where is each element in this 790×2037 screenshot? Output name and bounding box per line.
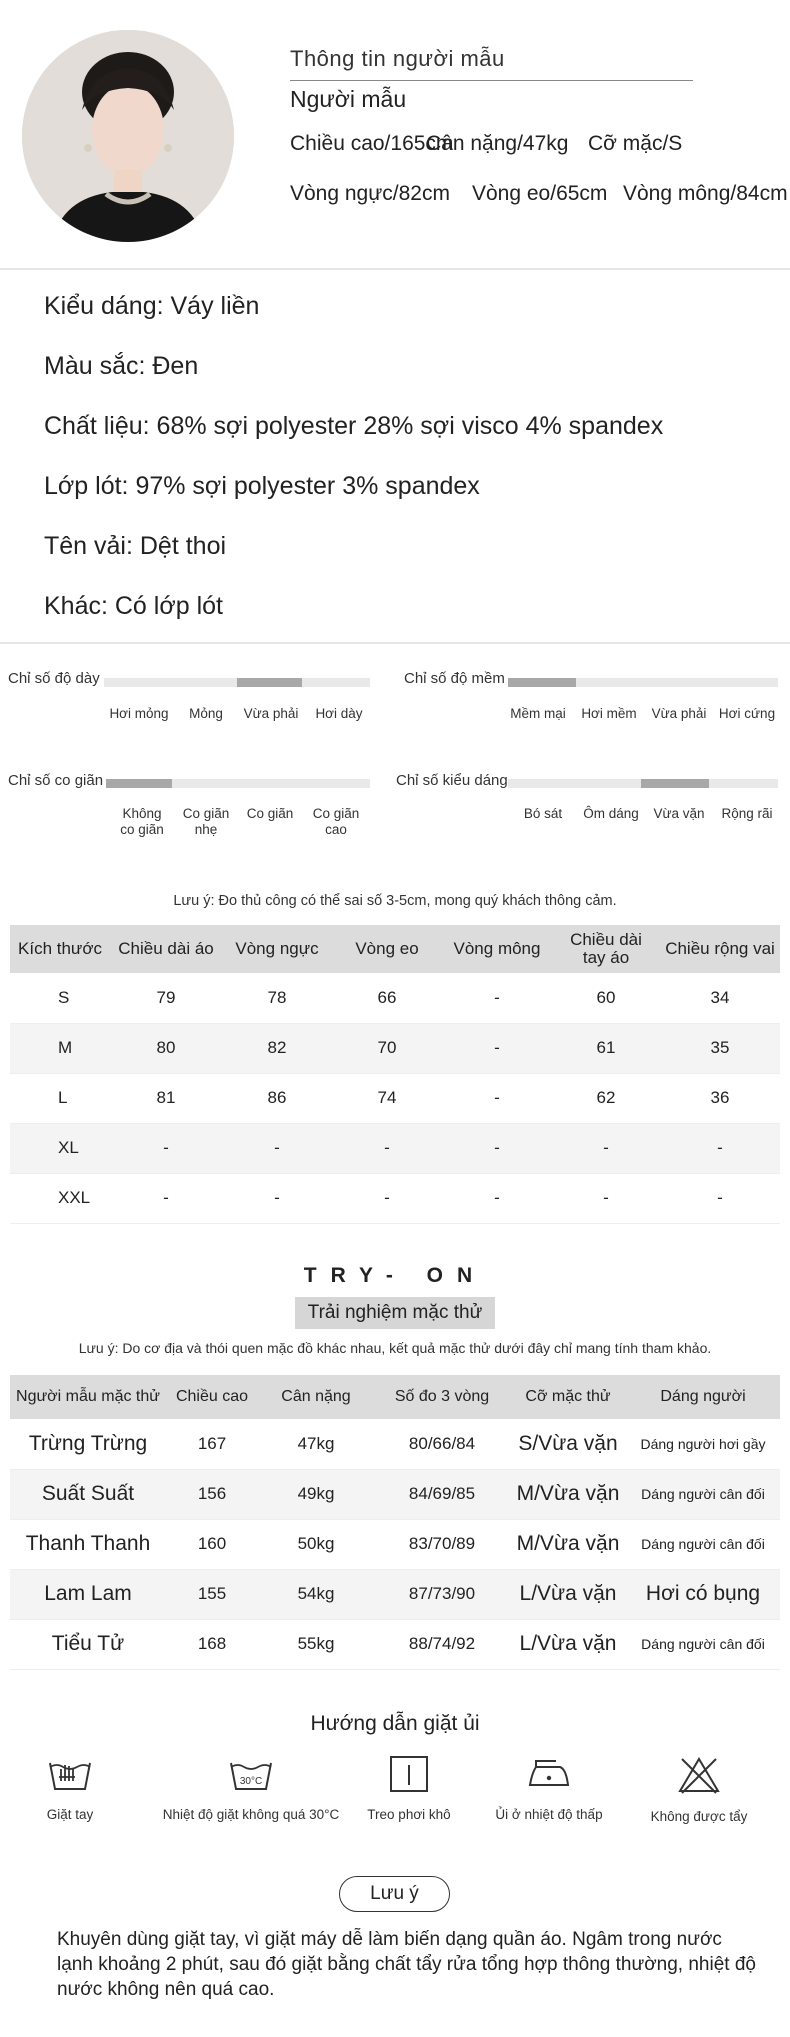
table-row: Lam Lam 155 54kg 87/73/90 L/Vừa vặn Hơi có bụng	[10, 1569, 780, 1619]
model-size: Cỡ mặc/S	[588, 132, 683, 155]
wash-item-30	[161, 1755, 341, 1822]
model-height: Chiều cao/165cm	[290, 132, 454, 155]
col-model: Người mẫu mặc thử	[10, 1375, 166, 1419]
softness-option: Hơi cứng	[718, 706, 776, 721]
size-note: Lưu ý: Đo thủ công có thể sai số 3-5cm, mong quý khách thông cảm.	[173, 893, 617, 909]
col-hip: Vòng mông	[442, 925, 552, 973]
wash-item-hand	[0, 1755, 145, 1822]
table-row: XXL - - - - - -	[10, 1173, 780, 1223]
no-bleach-icon	[676, 1755, 722, 1795]
table-row: M 80 82 70 - 61 35	[10, 1023, 780, 1073]
wash-label: Giặt tay	[46, 1807, 94, 1822]
spec-material: Chất liệu: 68% sợi polyester 28% sợi visco 4% spandex	[44, 412, 664, 440]
fit-option: Rộng rãi	[721, 806, 773, 821]
model-subtitle: Người mẫu	[290, 86, 407, 112]
stretch-option: Co giãn	[246, 806, 294, 821]
softness-option: Hơi mềm	[581, 706, 637, 721]
stretch-option: Không co giãn	[120, 806, 164, 837]
fit-index	[396, 772, 782, 842]
title-underline	[290, 80, 693, 81]
tryon-table-header	[10, 1375, 780, 1419]
stretch-label: Chỉ số co giãn	[8, 772, 104, 789]
tryon-note: Lưu ý: Do cơ địa và thói quen mặc đồ khác nhau, kết quả mặc thử dưới đây chỉ mang tính tham khảo.	[78, 1340, 712, 1356]
model-info-title: Thông tin người mẫu	[290, 46, 505, 71]
thickness-index	[8, 670, 368, 740]
col-measurements: Số đo 3 vòng	[374, 1375, 510, 1419]
divider	[0, 642, 790, 644]
table-row: S 79 78 66 - 60 34	[10, 973, 780, 1023]
fit-bar	[508, 779, 778, 788]
softness-bar	[508, 678, 778, 687]
col-bust: Vòng ngực	[222, 925, 332, 973]
stretch-option: Co giãn cao	[312, 806, 360, 837]
softness-option: Vừa phải	[651, 706, 707, 721]
model-waist: Vòng eo/65cm	[472, 182, 608, 205]
col-size: Kích thước	[10, 925, 110, 973]
wash-label: Treo phơi khô	[367, 1807, 451, 1822]
notice-badge: Lưu ý	[339, 1876, 450, 1912]
wash-label: Ủi ở nhiệt độ thấp	[495, 1807, 603, 1822]
fit-label: Chỉ số kiểu dáng	[396, 772, 508, 789]
iron-low-icon	[526, 1755, 572, 1793]
col-height: Chiều cao	[166, 1375, 258, 1419]
wash-30-icon	[228, 1755, 274, 1793]
wash-label: Nhiệt độ giặt không quá 30°C	[162, 1807, 340, 1822]
table-row: Thanh Thanh 160 50kg 83/70/89 M/Vừa vặn Dáng người cân đối	[10, 1519, 780, 1569]
col-waist: Vòng eo	[332, 925, 442, 973]
tryon-table	[10, 1375, 780, 1670]
thickness-option: Hơi mỏng	[109, 706, 169, 721]
table-row: L 81 86 74 - 62 36	[10, 1073, 780, 1123]
stretch-option: Co giãn nhẹ	[182, 806, 230, 837]
fit-option: Bó sát	[523, 806, 563, 821]
thickness-label: Chỉ số độ dày	[8, 670, 100, 687]
wash-label: Không được tẩy	[650, 1809, 748, 1824]
table-row: Tiểu Tử 168 55kg 88/74/92 L/Vừa vặn Dáng người cân đối	[10, 1619, 780, 1669]
spec-fabric: Tên vải: Dệt thoi	[44, 532, 227, 560]
stretch-bar	[106, 779, 370, 788]
softness-label: Chỉ số độ mềm	[404, 670, 505, 687]
tryon-title: TRY- ON	[303, 1264, 487, 1287]
wash-item-iron	[469, 1755, 629, 1822]
table-row: XL - - - - - -	[10, 1123, 780, 1173]
model-weight: Cân nặng/47kg	[426, 132, 569, 155]
softness-marker	[508, 678, 576, 687]
spec-color: Màu sắc: Đen	[44, 352, 199, 380]
model-measure-row-1	[290, 132, 682, 156]
fit-option: Vừa vặn	[653, 806, 705, 821]
wash-item-dry	[334, 1755, 484, 1822]
fit-option: Ôm dáng	[583, 806, 639, 821]
thickness-marker	[237, 678, 302, 687]
softness-option: Mềm mại	[510, 706, 566, 721]
spec-style: Kiểu dáng: Váy liền	[44, 292, 260, 320]
col-weight: Cân nặng	[258, 1375, 374, 1419]
model-measure-row-2	[290, 182, 788, 206]
col-sleeve: Chiều dài tay áo	[552, 925, 660, 973]
size-table	[10, 925, 780, 1224]
model-photo	[22, 30, 234, 242]
model-hip: Vòng mông/84cm	[623, 182, 788, 205]
thickness-option: Hơi dày	[315, 706, 363, 721]
fit-marker	[641, 779, 709, 788]
care-advice: Khuyên dùng giặt tay, vì giặt máy dễ làm biến dạng quần áo. Ngâm trong nước lạnh khoảng 2 phút, sau đó giặt bằng chất tẩy rửa tổng hợp thông thường, nhiệt độ nước không nên quá cao.	[57, 1929, 756, 2000]
table-row: Suất Suất 156 49kg 84/69/85 M/Vừa vặn Dáng người cân đối	[10, 1469, 780, 1519]
col-tried-size: Cỡ mặc thử	[510, 1375, 626, 1419]
divider	[0, 268, 790, 270]
stretch-index	[8, 772, 368, 852]
spec-other: Khác: Có lớp lót	[44, 592, 223, 620]
col-length: Chiều dài áo	[110, 925, 222, 973]
table-row: Trừng Trừng 167 47kg 80/66/84 S/Vừa vặn Dáng người hơi gầy	[10, 1419, 780, 1469]
spec-lining: Lớp lót: 97% sợi polyester 3% spandex	[44, 472, 480, 500]
tryon-subtitle: Trải nghiệm mặc thử	[295, 1297, 495, 1329]
stretch-marker	[106, 779, 172, 788]
thickness-option: Vừa phải	[243, 706, 299, 721]
thickness-option: Mỏng	[189, 706, 223, 721]
col-shoulder: Chiều rộng vai	[660, 925, 780, 973]
wash-title: Hướng dẫn giặt ủi	[310, 1712, 480, 1735]
size-table-header	[10, 925, 780, 973]
softness-index	[404, 670, 782, 740]
wash-temp: 30°C	[239, 1776, 263, 1787]
thickness-bar	[104, 678, 370, 687]
wash-item-bleach	[624, 1755, 774, 1824]
hand-wash-icon	[47, 1755, 93, 1793]
line-dry-icon	[389, 1755, 429, 1793]
model-bust: Vòng ngực/82cm	[290, 182, 450, 205]
col-body-type: Dáng người	[626, 1375, 780, 1419]
